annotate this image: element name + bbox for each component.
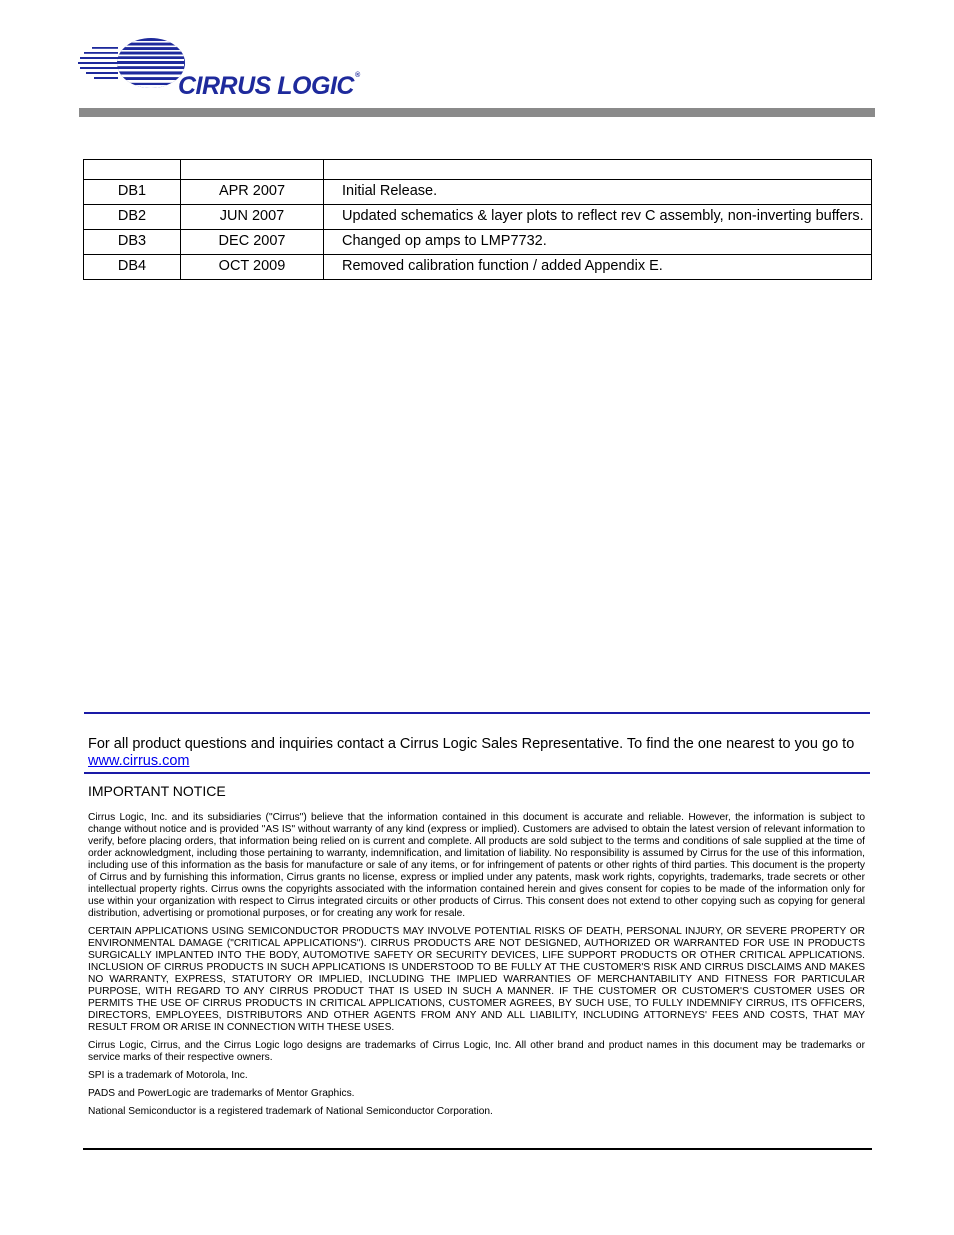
notice-paragraph: Cirrus Logic, Cirrus, and the Cirrus Logic logo designs are trademarks of Cirrus Logic, Inc. All other brand and product names in this document may be trademarks or service marks of their respective owners. xyxy=(88,1040,865,1063)
table-header-row xyxy=(84,160,872,180)
table-row xyxy=(84,230,872,255)
notice-paragraph: Cirrus Logic, Inc. and its subsidiaries ("Cirrus") believe that the information contained in this document is accurate and reliable. However, the information is subject to change without notice and is provided "AS IS" without warranty of any kind (express or implied). Customers are advised to obtain the latest version of relevant information to verify, before placing orders, that information being relied on is current and complete. All products are sold subject to the terms and conditions of sale supplied at the time of order acknowledgment, including those pertaining to warranty, indemnification, and limitation of liability. No responsibility is assumed by Cirrus for the use of this information, including use of this information as the basis for manufacture or sale of any items, or for infringement of patents or other rights of third parties. This document is the property of Cirrus and by furnishing this information, Cirrus grants no license, express or implied under any patents, mask work rights, copyrights, trademarks, trade secrets or other intellectual property rights. Cirrus owns the copyrights associated with the information contained herein and gives consent for copies to be made of the information only for use within your organization with respect to Cirrus integrated circuits or other products of Cirrus. This consent does not extend to other copying such as copying for general distribution, advertising or promotional purposes, or for creating any work for resale. xyxy=(88,812,865,919)
notice-paragraph: CERTAIN APPLICATIONS USING SEMICONDUCTOR PRODUCTS MAY INVOLVE POTENTIAL RISKS OF DEATH, PERSONAL INJURY, OR SEVERE PROPERTY OR ENVIRONMENTAL DAMAGE ("CRITICAL APPLICATIONS"). CIRRUS PRODUCTS ARE NOT DESIGNED, AUTHORIZED OR WARRANTED FOR USE IN PRODUCTS SURGICALLY IMPLANTED INTO THE BODY, AUTOMOTIVE SAFETY OR SECURITY DEVICES, LIFE SUPPORT PRODUCTS OR OTHER CRITICAL APPLICATIONS. INCLUSION OF CIRRUS PRODUCTS IN SUCH APPLICATIONS IS UNDERSTOOD TO BE FULLY AT THE CUSTOMER'S RISK AND CIRRUS DISCLAIMS AND MAKES NO WARRANTY, EXPRESS, STATUTORY OR IMPLIED, INCLUDING THE IMPLIED WARRANTIES OF MERCHANTABILITY AND FITNESS FOR PARTICULAR PURPOSE, WITH REGARD TO ANY CIRRUS PRODUCT THAT IS USED IN SUCH A MANNER. IF THE CUSTOMER OR CUSTOMER'S CUSTOMER USES OR PERMITS THE USE OF CIRRUS PRODUCTS IN CRITICAL APPLICATIONS, CUSTOMER AGREES, BY SUCH USE, TO FULLY INDEMNIFY CIRRUS, ITS OFFICERS, DIRECTORS, EMPLOYEES, DISTRIBUTORS AND OTHER AGENTS FROM ANY AND ALL LIABILITY, INCLUDING ATTORNEYS' FEES AND COSTS, THAT MAY RESULT FROM OR ARISE IN CONNECTION WITH THESE USES. xyxy=(88,926,865,1033)
header-bar xyxy=(79,108,875,117)
revision-cell: DB3 xyxy=(84,230,181,255)
notice-paragraph: PADS and PowerLogic are trademarks of Mentor Graphics. xyxy=(88,1088,355,1099)
revision-cell: DB1 xyxy=(84,180,181,205)
changes-cell: Updated schematics & layer plots to reflect rev C assembly, non-inverting buffers. xyxy=(324,205,872,230)
footer-rule xyxy=(83,1148,872,1150)
changes-cell: Changed op amps to LMP7732. xyxy=(324,230,872,255)
notice-paragraph: SPI is a trademark of Motorola, Inc. xyxy=(88,1070,248,1081)
notice-body xyxy=(88,812,865,1124)
date-cell: OCT 2009 xyxy=(181,255,324,280)
revision-cell: DB4 xyxy=(84,255,181,280)
header-cell-revision xyxy=(84,160,181,180)
table-row xyxy=(84,180,872,205)
notice-paragraph: National Semiconductor is a registered trademark of National Semiconductor Corporation. xyxy=(88,1106,493,1117)
contact-sentence: For all product questions and inquiries contact a Cirrus Logic Sales Representative. To find the one nearest to you go to xyxy=(88,736,855,752)
divider-bottom xyxy=(84,772,870,774)
changes-cell: Removed calibration function / added Appendix E. xyxy=(324,255,872,280)
divider-top xyxy=(84,712,870,714)
contact-text xyxy=(88,736,878,770)
changes-cell: Initial Release. xyxy=(324,180,872,205)
header-cell-date xyxy=(181,160,324,180)
date-cell: JUN 2007 xyxy=(181,205,324,230)
table-row xyxy=(84,255,872,280)
brand-name: CIRRUS LOGIC® xyxy=(178,72,360,100)
date-cell: APR 2007 xyxy=(181,180,324,205)
revision-cell: DB2 xyxy=(84,205,181,230)
notice-title: IMPORTANT NOTICE xyxy=(88,783,226,799)
header-cell-changes xyxy=(324,160,872,180)
cirrus-website-link[interactable]: www.cirrus.com xyxy=(88,753,190,769)
table-row xyxy=(84,205,872,230)
date-cell: DEC 2007 xyxy=(181,230,324,255)
revision-history-table xyxy=(83,159,872,280)
